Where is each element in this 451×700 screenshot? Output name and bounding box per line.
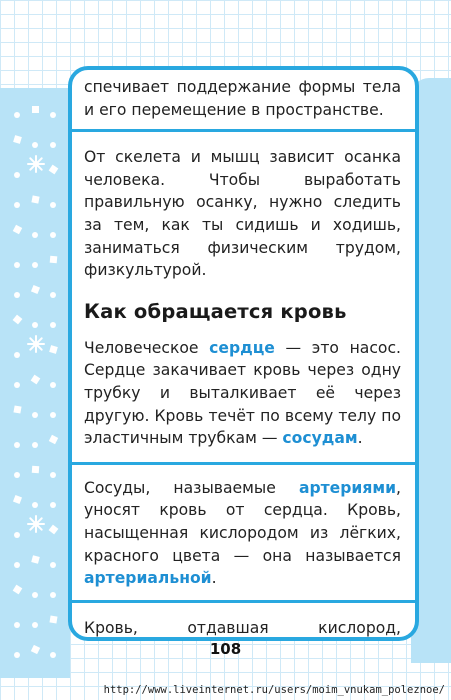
dot-icon: [14, 622, 20, 628]
dot-icon: [50, 592, 56, 598]
dot-icon: [14, 442, 20, 448]
dot-icon: [50, 382, 56, 388]
paragraph-3: [84, 337, 401, 450]
dot-icon: [32, 592, 38, 598]
paragraph-4: [84, 477, 401, 590]
dot-icon: [32, 412, 38, 418]
square-icon: [49, 615, 57, 623]
text-run: .: [357, 429, 363, 448]
dot-icon: [50, 322, 56, 328]
keyword-vessels: сосудам: [282, 429, 358, 448]
page-number: 108: [209, 640, 242, 658]
dot-icon: [50, 412, 56, 418]
keyword-arterial: артериальной: [84, 569, 212, 588]
snowflake-icon: [26, 514, 46, 534]
watermark-url: http://www.liveinternet.ru/users/moim_vnukam_poleznoe/: [103, 684, 445, 696]
dot-icon: [32, 322, 38, 328]
snowflake-icon: [26, 334, 46, 354]
text-run: , уносят кровь от сердца. Кровь, насыщенная кислородом из лёгких, красного цвета — она называется: [84, 478, 401, 565]
square-icon: [50, 256, 58, 264]
text-run: Сосуды, называемые: [84, 478, 299, 497]
dot-icon: [14, 112, 20, 118]
dot-icon: [32, 262, 38, 268]
square-icon: [13, 405, 21, 413]
dot-icon: [32, 232, 38, 238]
text-run: Человеческое: [84, 338, 210, 357]
dot-icon: [50, 142, 56, 148]
section-arteries: [72, 462, 415, 600]
paragraph-2: От скелета и мышц зависит осанка человека. Чтобы выработать правильную осанку, нужно следить за тем, как ты сидишь и ходишь, заниматься физическим трудом, физкультурой.: [84, 148, 401, 280]
paragraph-5: [84, 617, 401, 641]
content-card: [68, 66, 419, 641]
dot-icon: [14, 352, 20, 358]
dot-icon: [14, 202, 20, 208]
dot-icon: [14, 382, 20, 388]
section-heading: Как обращается кровь: [84, 299, 347, 323]
dot-icon: [50, 232, 56, 238]
dot-icon: [50, 292, 56, 298]
dot-icon: [14, 562, 20, 568]
square-icon: [31, 195, 39, 203]
section-posture: [72, 129, 415, 462]
dot-icon: [50, 562, 56, 568]
section-intro: [72, 70, 415, 129]
square-icon: [32, 466, 39, 473]
dot-icon: [14, 262, 20, 268]
dot-icon: [50, 202, 56, 208]
dot-icon: [14, 532, 20, 538]
dot-icon: [14, 472, 20, 478]
square-icon: [32, 106, 39, 113]
text-run: — это насос. Сердце закачивает кровь через одну трубку и выталкивает её через другую. Кровь течёт по всему телу по эластичным трубкам —: [84, 338, 402, 448]
dot-icon: [50, 112, 56, 118]
dot-icon: [50, 502, 56, 508]
paragraph-1: спечивает поддержание формы тела и его перемещение в пространстве.: [84, 78, 401, 119]
dot-icon: [32, 442, 38, 448]
snowflake-icon: [26, 154, 46, 174]
section-veins: [72, 600, 415, 641]
keyword-heart: сердце: [209, 338, 275, 357]
dot-icon: [32, 622, 38, 628]
dot-icon: [50, 472, 56, 478]
text-run: .: [211, 569, 217, 588]
dot-icon: [14, 292, 20, 298]
dot-icon: [14, 172, 20, 178]
text-run: Кровь, отдавшая кислород,: [84, 618, 401, 637]
keyword-arteries: артериями: [298, 478, 397, 497]
dot-icon: [32, 502, 38, 508]
dot-icon: [32, 142, 38, 148]
